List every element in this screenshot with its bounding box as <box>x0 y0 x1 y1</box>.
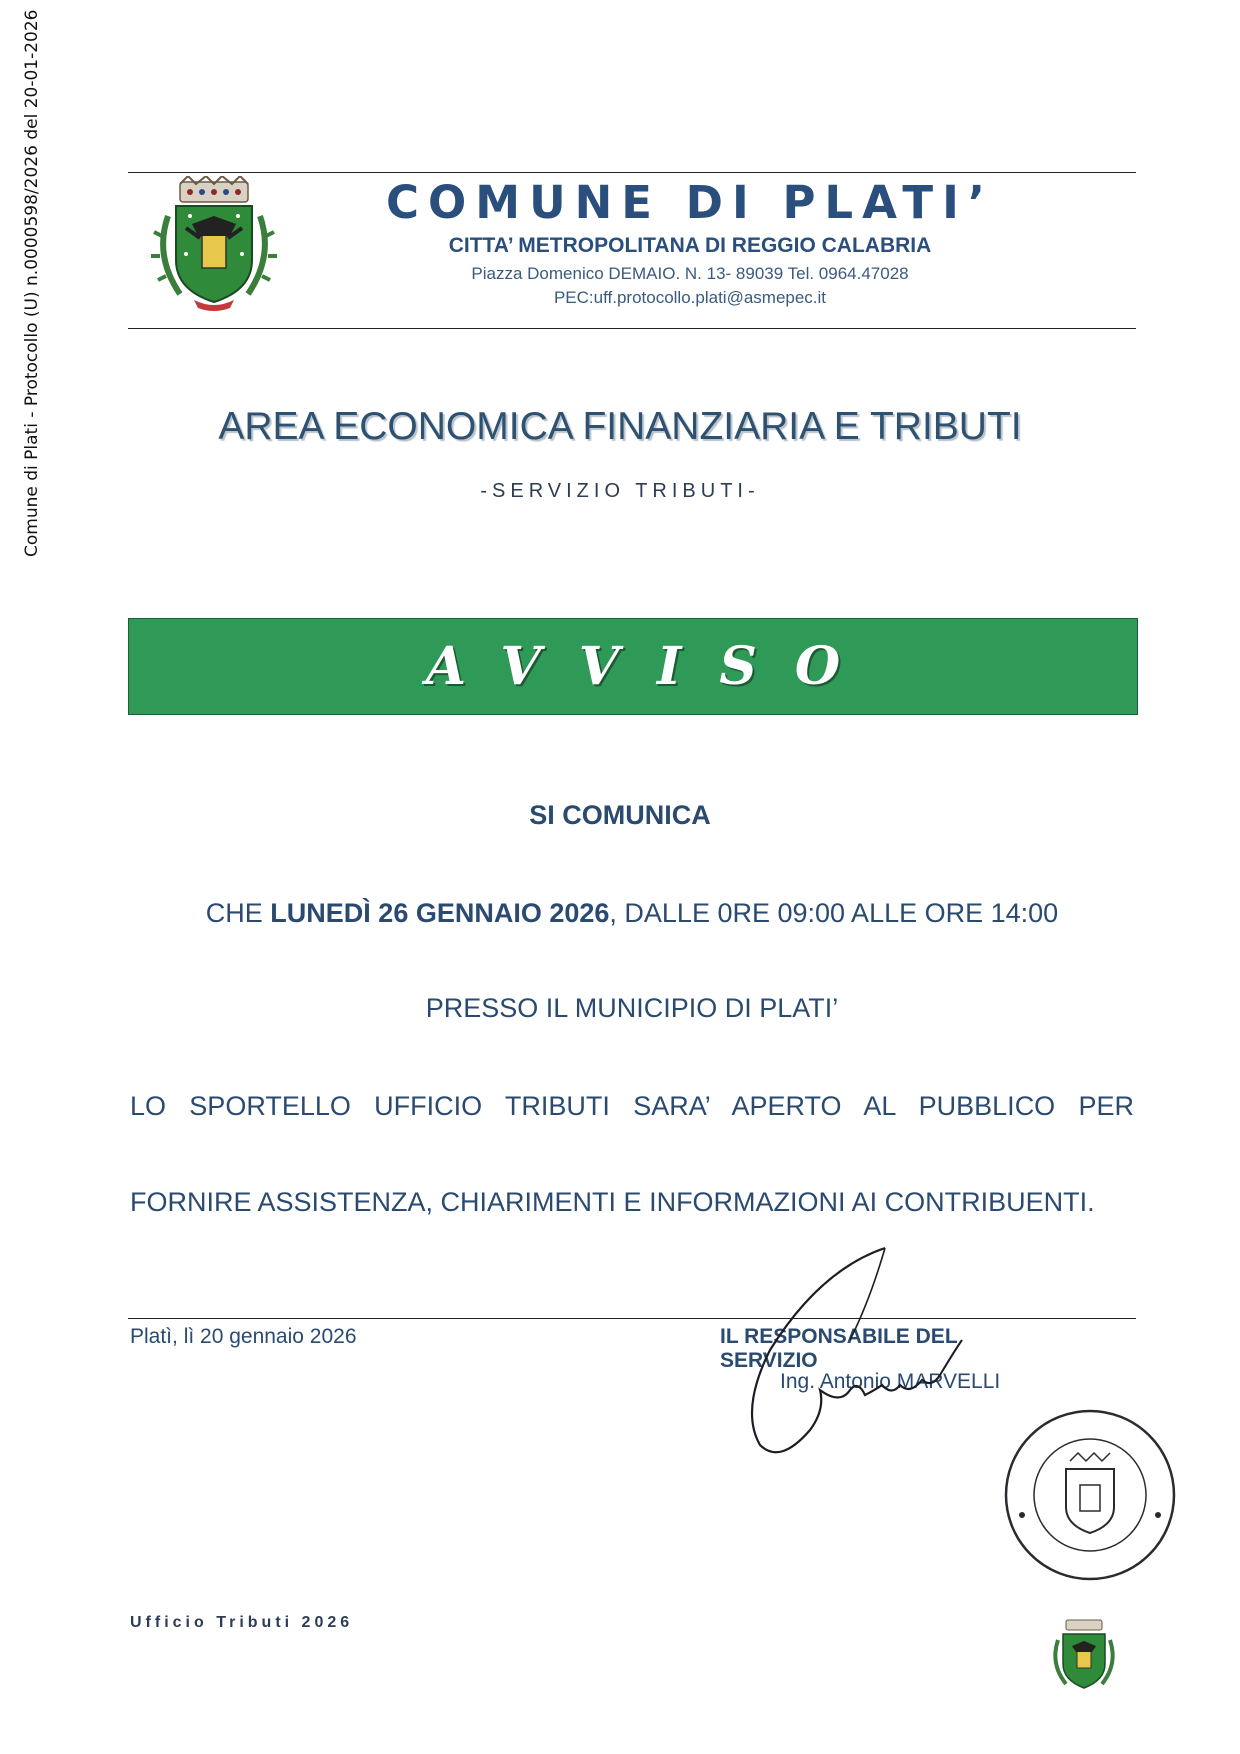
signature-icon <box>700 1240 1040 1470</box>
pec-line: PEC:uff.protocollo.plati@asmepec.it <box>553 288 827 307</box>
header-bottom-rule <box>128 328 1136 329</box>
place-and-date: Platì, lì 20 gennaio 2026 <box>130 1325 357 1348</box>
notice-purpose-line: FORNIRE ASSISTENZA, CHIARIMENTI E INFORMAZIONI AI CONTRIBUENTI. <box>130 1187 1095 1217</box>
notice-service-line: LO SPORTELLO UFFICIO TRIBUTI SARA’ APERTO AL PUBBLICO PER <box>130 1091 1134 1121</box>
area-title: AREA ECONOMICA FINANZIARIA E TRIBUTI <box>218 405 1022 448</box>
header-top-rule <box>128 172 1136 173</box>
date-line-hours: , DALLE 0RE 09:00 ALLE ORE 14:00 <box>609 898 1059 928</box>
footer-office: Ufficio Tributi 2026 <box>130 1614 354 1631</box>
municipality-title: COMUNE DI PLATI’ <box>386 176 994 229</box>
address-line: Piazza Domenico DEMAIO. N. 13- 89039 Tel. 0964.47028 <box>471 264 909 283</box>
notice-banner-label: AVVISO <box>425 636 879 697</box>
coat-of-arms-icon <box>150 176 278 314</box>
service-subtitle: -SERVIZIO TRIBUTI- <box>480 480 760 502</box>
date-line-date: LUNEDÌ 26 GENNAIO 2026 <box>270 898 610 928</box>
responsible-name: Ing. Antonio MARVELLI <box>780 1370 1001 1393</box>
notice-location-line: PRESSO IL MUNICIPIO DI PLATI’ <box>425 993 839 1023</box>
notice-date-line <box>128 898 1136 929</box>
coat-of-arms-icon <box>1048 1618 1120 1694</box>
protocol-margin-note: Comune di Plati - Protocollo (U) n.0000598/2026 del 20-01-2026 <box>22 10 42 558</box>
metropolitan-city-subtitle: CITTA’ METROPOLITANA DI REGGIO CALABRIA <box>448 234 932 257</box>
date-line-prefix: CHE <box>205 898 271 928</box>
official-stamp-icon <box>1000 1405 1180 1585</box>
responsible-role: IL RESPONSABILE DEL SERVIZIO <box>720 1325 958 1372</box>
notice-heading: SI COMUNICA <box>529 800 711 830</box>
notice-banner <box>128 618 1138 715</box>
